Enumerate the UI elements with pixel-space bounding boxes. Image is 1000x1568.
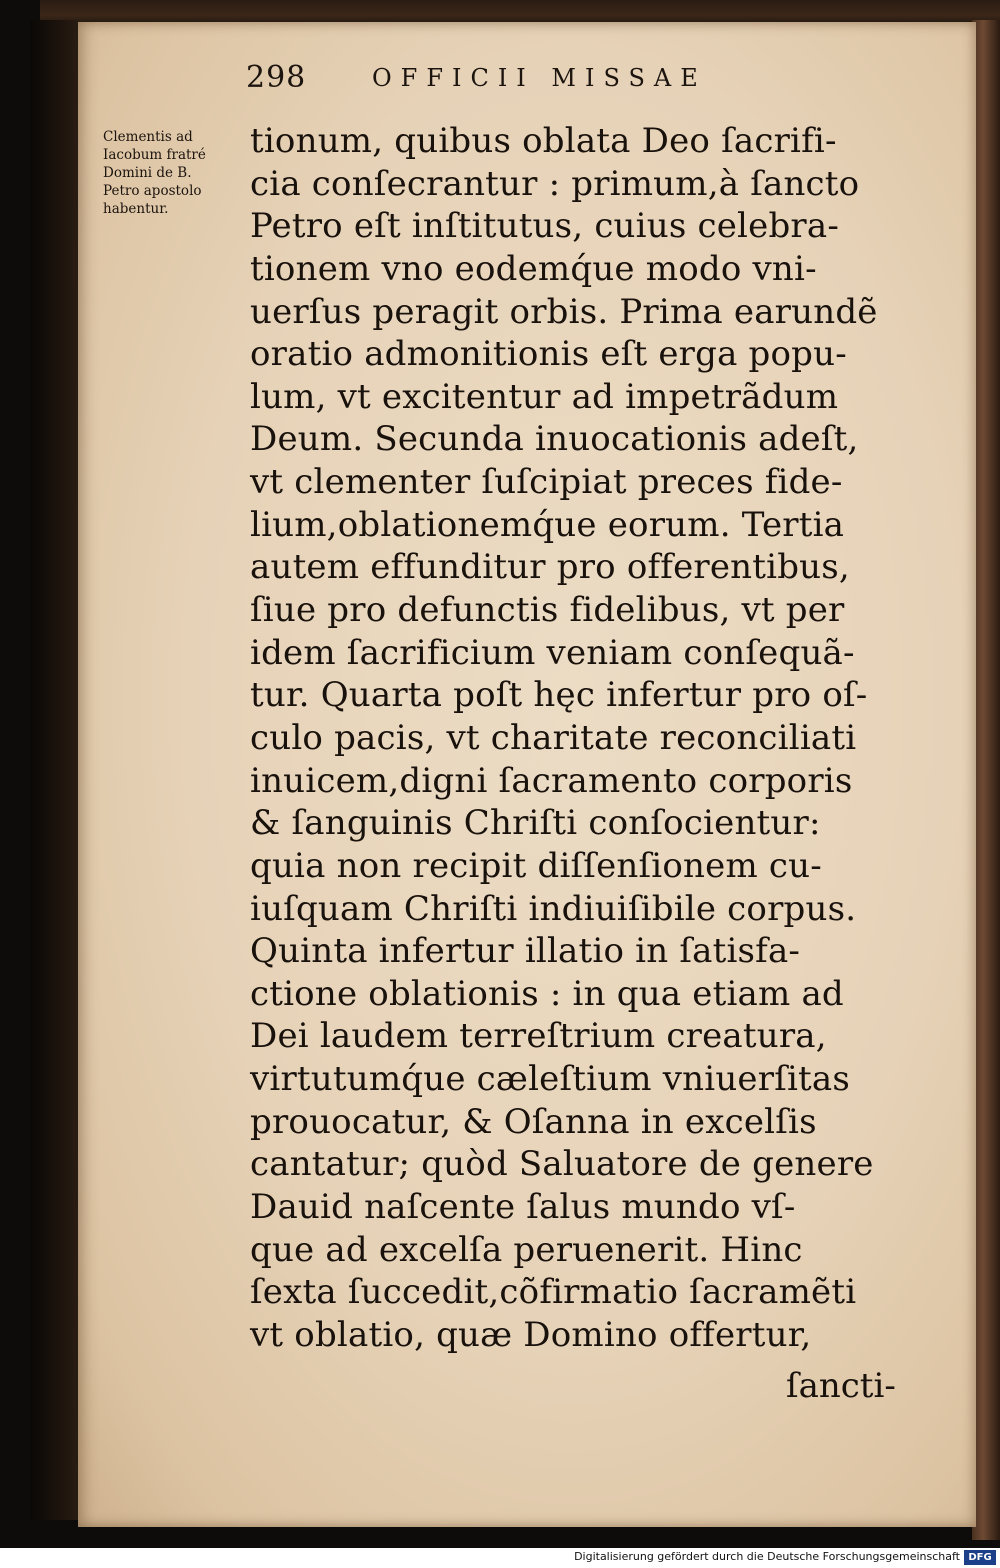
running-title: OFFICII MISSAE: [372, 64, 707, 92]
text-line: prouocatur, & Oſanna in excelſis: [250, 1101, 817, 1142]
text-line: idem ſacrificium veniam conſequã-: [250, 632, 855, 673]
text-line: tur. Quarta poſt hęc infertur pro oſ-: [250, 675, 868, 716]
text-line: Dei laudem terreſtrium creatura,: [250, 1016, 827, 1057]
page-header: [246, 60, 846, 104]
funding-footer: [0, 1548, 1000, 1568]
text-line: tionum, quibus oblata Deo ſacrifi-: [250, 121, 837, 161]
text-line: ſexta ſuccedit,cõfirmatio ſacramẽti: [250, 1272, 857, 1313]
text-line: virtutumq́ue cæleſtium vniuerſitas: [250, 1059, 851, 1100]
text-line: tionem vno eodemq́ue modo vni-: [250, 248, 817, 289]
text-line: cantatur; quòd Saluatore de genere: [250, 1144, 874, 1185]
marginal-note-line: Petro apostolo: [103, 183, 202, 199]
book-gutter: [30, 20, 82, 1520]
catchword: ſancti-: [786, 1366, 896, 1406]
body-text: [250, 120, 890, 1357]
funding-notice: Digitalisierung gefördert durch die Deutsche Forschungsgemeinschaft: [574, 1550, 960, 1563]
text-line: & ſanguinis Chriſti conſocientur:: [250, 803, 821, 844]
text-line: autem effunditur pro offerentibus,: [250, 547, 850, 588]
text-line: que ad excelſa peruenerit. Hinc: [250, 1229, 803, 1270]
text-line: lum, vt excitentur ad impetrãdum: [250, 376, 839, 417]
text-line: ſiue pro defunctis fidelibus, vt per: [250, 590, 845, 631]
text-line: lium,oblationemq́ue eorum. Tertia: [250, 504, 845, 545]
text-line: Quinta infertur illatio in ſatisfa-: [250, 931, 801, 972]
dfg-logo: DFG: [964, 1550, 996, 1565]
marginal-note-line: habentur.: [103, 201, 169, 217]
marginal-note-line: Iacobum fratré: [103, 147, 206, 163]
text-line: Dauid naſcente ſalus mundo vſ-: [250, 1187, 796, 1228]
text-line: vt clementer ſuſcipiat preces fide-: [250, 462, 843, 503]
text-line: inuicem,digni ſacramento corporis: [250, 760, 853, 801]
text-line: vt oblatio, quæ Domino offertur,: [250, 1314, 812, 1355]
text-line: ctione oblationis : in qua etiam ad: [250, 973, 844, 1014]
text-line: oratio admonitionis eſt erga popu-: [250, 334, 847, 375]
text-line: cia conſecrantur : primum,à ſancto: [250, 163, 860, 204]
text-line: Deum. Secunda inuocationis adeſt,: [250, 419, 859, 460]
text-line: uerſus peragit orbis. Prima earundẽ: [250, 291, 878, 332]
text-line: quia non recipit diſſenſionem cu-: [250, 845, 822, 886]
text-line: iuſquam Chriſti indiuiſibile corpus.: [250, 888, 857, 929]
page-number: 298: [246, 60, 307, 95]
marginal-note-line: Clementis ad: [103, 129, 193, 145]
text-line: culo pacis, vt charitate reconciliati: [250, 717, 857, 758]
marginal-note: [103, 128, 253, 218]
text-line: Petro eſt inſtitutus, cuius celebra-: [250, 206, 840, 247]
marginal-note-line: Domini de B.: [103, 165, 192, 181]
book-edge-right: [972, 20, 1000, 1540]
